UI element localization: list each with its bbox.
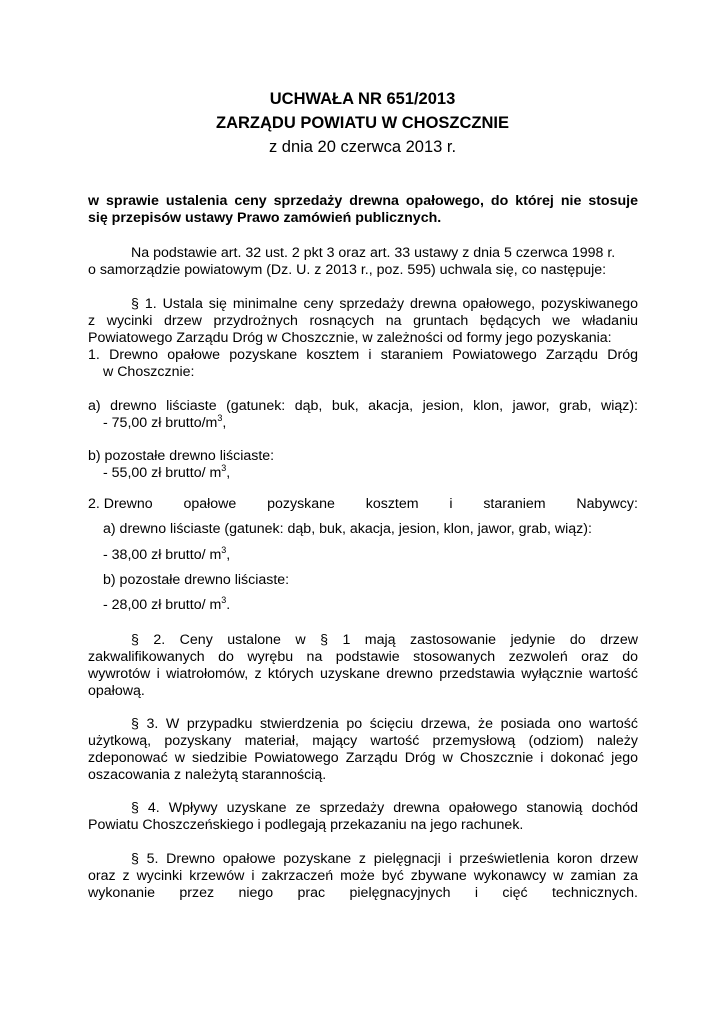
word: 2. Drewno [88, 496, 153, 512]
paragraph-5 [88, 851, 638, 902]
par1-item-b [88, 448, 638, 482]
price-text: - 55,00 zł brutto/ m [103, 465, 222, 481]
par1-item-2-a: a) drewno liściaste (gatunek: dąb, buk, akacja, jesion, klon, jawor, grab, wiąz): [103, 521, 592, 537]
par5-line-1: § 5. Drewno opałowe pozyskane z pielęgnacji i prześwietlenia koron drzew [131, 851, 638, 867]
par1-item-2 [88, 496, 638, 513]
par1-item-a-price [88, 415, 638, 432]
price-text: - 38,00 zł brutto/ m [103, 547, 222, 563]
price-tail: , [226, 547, 231, 563]
subject [88, 193, 638, 227]
word: przez [179, 885, 215, 901]
par3-line-4: oszacowania z należytą starannością. [88, 767, 327, 783]
price-text: - 75,00 zł brutto/m [103, 415, 218, 431]
cubic-superscript: 3 [221, 463, 227, 473]
price-tail: . [226, 597, 231, 613]
word: i [449, 496, 453, 512]
price-tail: , [226, 465, 231, 481]
issuing-body: ZARZĄDU POWIATU W CHOSZCZNIE [216, 114, 509, 132]
par5-line-2: oraz z wycinki krzewów i zakrzaczeń może być zbywane wykonawcy w zamian za [88, 868, 638, 884]
par3-line-2: użytkową, pozyskany materiał, mający wartość przemysłową (odziom) należy [88, 733, 638, 749]
resolution-title: UCHWAŁA NR 651/2013 [269, 90, 456, 108]
par1-item-2-a-price [103, 547, 230, 564]
par1-item-1-line-2: w Choszcznie: [103, 364, 195, 380]
word: i [474, 885, 478, 901]
subject-line-1: w sprawie ustalenia ceny sprzedaży drewna opałowego, do której nie stosuje [88, 193, 638, 209]
par4-line-2: Powiatu Choszczeńskiego i podlegają przekazaniu na jego rachunek. [88, 817, 524, 833]
par1-item-b-price [88, 465, 638, 482]
preamble [88, 245, 638, 279]
par2-line-3: wywrotów i wiatrołomów, z których uzyskane drewno przedstawia wyłącznie wartość [88, 666, 638, 682]
word: pielęgnacyjnych [349, 885, 451, 901]
price-tail: , [222, 415, 227, 431]
word: Nabywcy: [576, 496, 638, 512]
word: niego [238, 885, 274, 901]
cubic-superscript: 3 [221, 545, 227, 555]
par2-line-2: zakwalifikowanych do wyrębu na podstawie stosowanych zezwoleń oraz do [88, 649, 638, 665]
word: kosztem [365, 496, 419, 512]
cubic-superscript: 3 [217, 413, 223, 423]
par1-line-2: z wycinki drzew przydrożnych rosnących na gruntach będących we władaniu [88, 313, 638, 329]
word: technicznych. [551, 885, 638, 901]
word: wykonanie [88, 885, 156, 901]
preamble-line-1: Na podstawie art. 32 ust. 2 pkt 3 oraz art. 33 ustawy z dnia 5 czerwca 1998 r. [131, 245, 616, 261]
par1-item-a [88, 398, 638, 432]
paragraph-4 [88, 800, 638, 834]
par1-item-2-b-price [103, 597, 230, 614]
par1-line-3: Powiatowego Zarządu Dróg w Choszcznie, w zależności od formy jego pozyskania: [88, 330, 612, 346]
par1-item-b-line: b) pozostałe drewno liściaste: [88, 448, 275, 464]
par1-item-2-b: b) pozostałe drewno liściaste: [103, 572, 290, 588]
par1-item-2-line [88, 496, 638, 513]
word: cięć [502, 885, 528, 901]
par2-line-4: opałową. [88, 683, 145, 699]
paragraph-3 [88, 716, 638, 784]
word: prac [297, 885, 326, 901]
par1-item-1-line-1: 1. Drewno opałowe pozyskane kosztem i staraniem Powiatowego Zarządu Dróg [88, 347, 638, 363]
price-text: - 28,00 zł brutto/ m [103, 597, 222, 613]
cubic-superscript: 3 [221, 595, 227, 605]
word: staraniem [483, 496, 546, 512]
par3-line-3: zdeponować w siedzibie Powiatowego Zarządu Dróg w Choszcznie i dokonać jego [88, 750, 638, 766]
par3-line-1: § 3. W przypadku stwierdzenia po ścięciu drzewa, że posiada ono wartość [131, 716, 638, 732]
word: opałowe [183, 496, 237, 512]
par5-line-3 [88, 885, 638, 902]
par4-line-1: § 4. Wpływy uzyskane ze sprzedaży drewna opałowego stanowią dochód [131, 800, 638, 816]
paragraph-2 [88, 632, 638, 700]
par1-line-1: § 1. Ustala się minimalne ceny sprzedaży drewna opałowego, pozyskiwanego [131, 296, 638, 312]
word: pozyskane [267, 496, 335, 512]
par2-line-1: § 2. Ceny ustalone w § 1 mają zastosowanie jedynie do drzew [131, 632, 638, 648]
subject-line-2: się przepisów ustawy Prawo zamówień publicznych. [88, 210, 442, 226]
par1-item-a-line: a) drewno liściaste (gatunek: dąb, buk, akacja, jesion, klon, jawor, grab, wiąz): [88, 398, 638, 414]
resolution-date: z dnia 20 czerwca 2013 r. [268, 138, 457, 156]
preamble-line-2: o samorządzie powiatowym (Dz. U. z 2013 r., poz. 595) uchwala się, co następuje: [88, 262, 607, 278]
paragraph-1 [88, 296, 638, 381]
